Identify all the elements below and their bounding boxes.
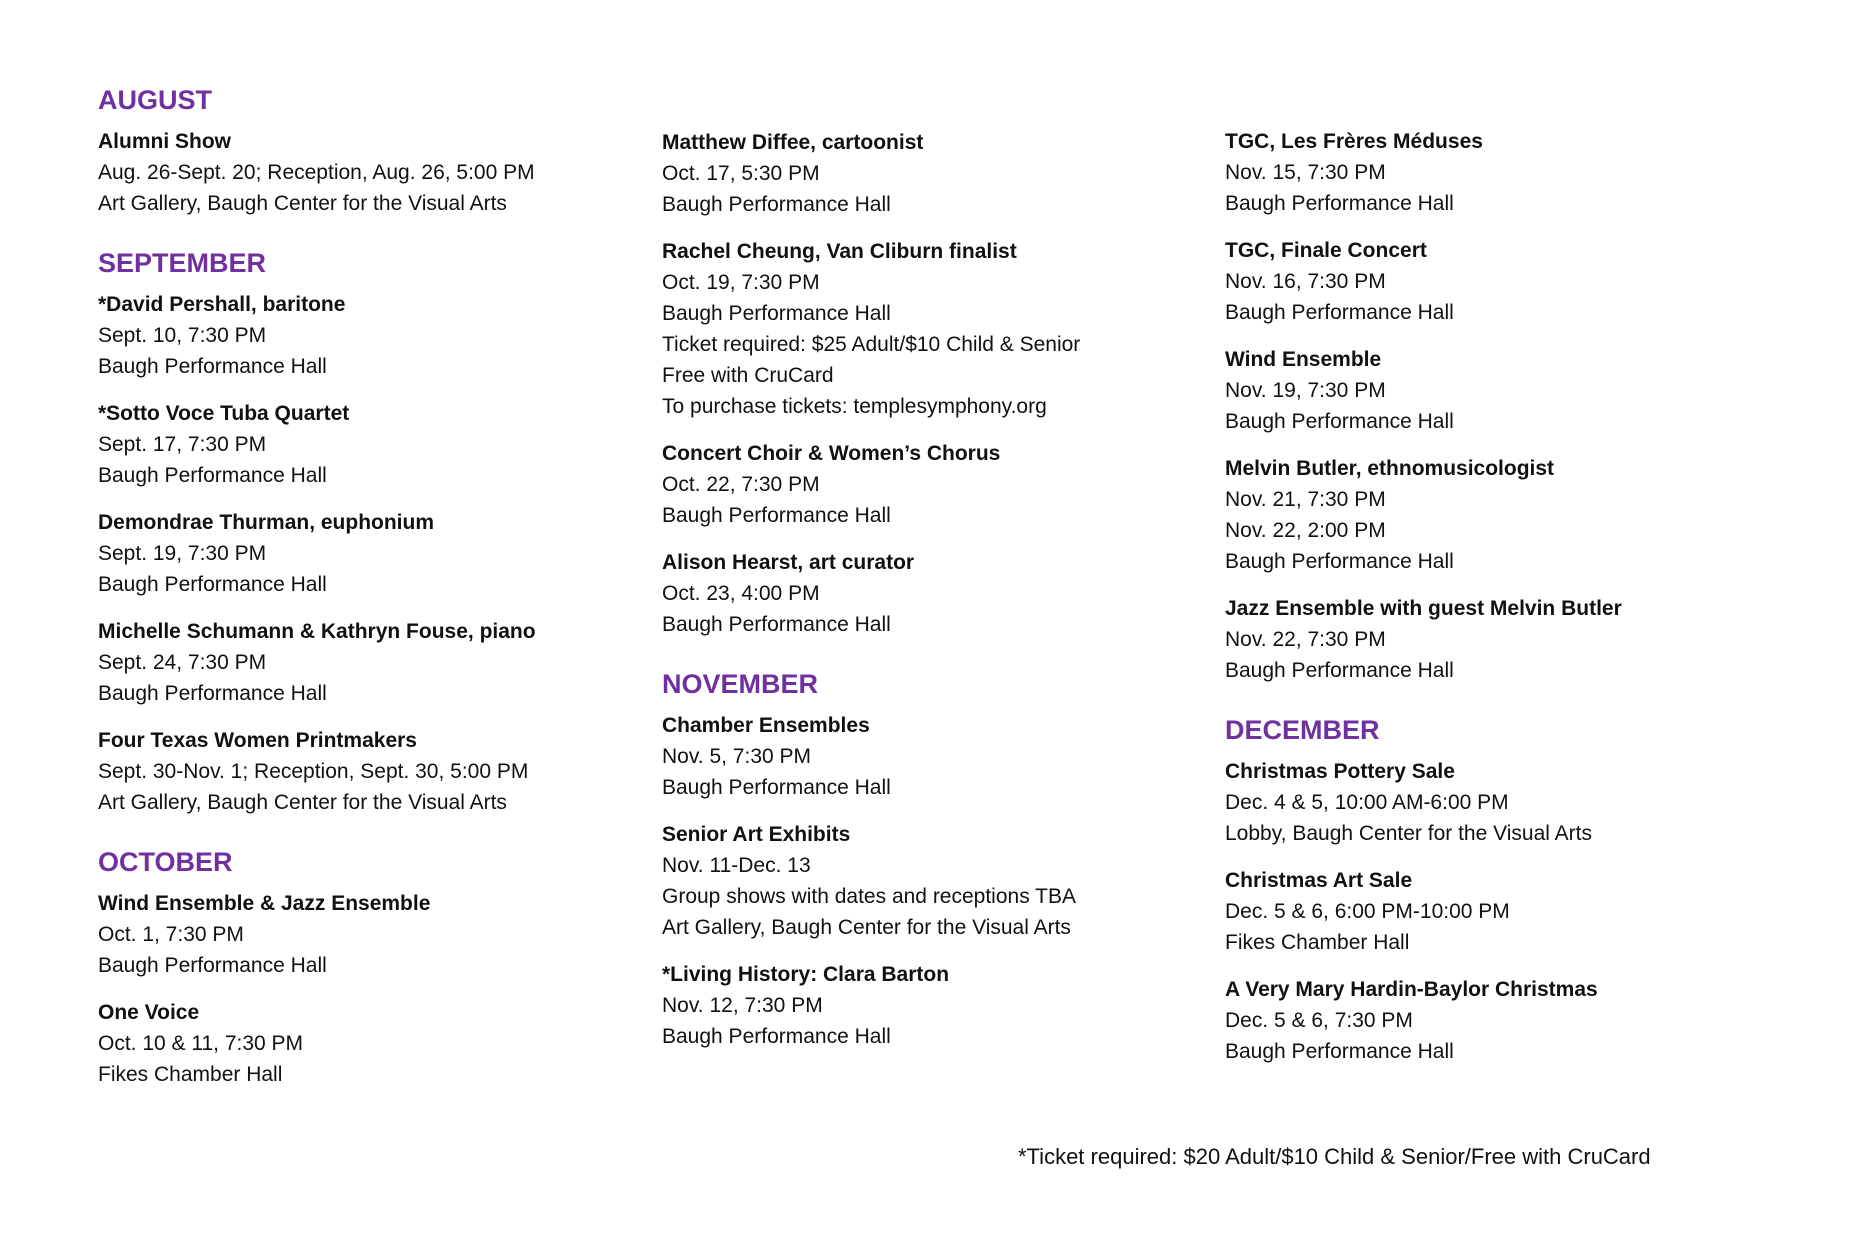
event-title: Christmas Pottery Sale: [1225, 760, 1455, 783]
event-detail: Nov. 22, 2:00 PM: [1225, 519, 1386, 542]
event-title: Jazz Ensemble with guest Melvin Butler: [1225, 597, 1622, 620]
event-title: *Sotto Voce Tuba Quartet: [98, 402, 350, 425]
event: [1225, 593, 1785, 686]
event: [98, 616, 658, 709]
event-detail: Baugh Performance Hall: [1225, 410, 1454, 433]
event-detail: Baugh Performance Hall: [1225, 1040, 1454, 1063]
event-detail: Oct. 10 & 11, 7:30 PM: [98, 1032, 304, 1055]
event-detail: Oct. 23, 4:00 PM: [662, 582, 820, 605]
event-title: TGC, Finale Concert: [1225, 239, 1427, 262]
column-2: [662, 127, 1222, 1068]
event-detail: Baugh Performance Hall: [1225, 659, 1454, 682]
event-detail: Nov. 19, 7:30 PM: [1225, 379, 1386, 402]
event-title: Christmas Art Sale: [1225, 869, 1413, 892]
event-detail: Baugh Performance Hall: [98, 464, 327, 487]
event-detail: Nov. 15, 7:30 PM: [1225, 161, 1386, 184]
event-title: Senior Art Exhibits: [662, 823, 851, 846]
event-title: One Voice: [98, 1001, 200, 1024]
event-detail: Oct. 17, 5:30 PM: [662, 162, 820, 185]
event-detail: Baugh Performance Hall: [98, 573, 327, 596]
event-detail: Baugh Performance Hall: [662, 504, 891, 527]
event-detail: Oct. 1, 7:30 PM: [98, 923, 244, 946]
event-detail: Nov. 11-Dec. 13: [662, 854, 811, 877]
event-detail: Sept. 24, 7:30 PM: [98, 651, 267, 674]
event-detail: Fikes Chamber Hall: [98, 1063, 283, 1086]
month-heading: NOVEMBER: [662, 669, 819, 699]
event-detail: Baugh Performance Hall: [662, 613, 891, 636]
event-detail: Nov. 22, 7:30 PM: [1225, 628, 1386, 651]
event-detail: To purchase tickets: templesymphony.org: [662, 395, 1047, 418]
event: [1225, 453, 1785, 577]
event: [98, 507, 658, 600]
event-detail: Baugh Performance Hall: [98, 954, 327, 977]
event-title: TGC, Les Frères Méduses: [1225, 130, 1483, 153]
event: [98, 725, 658, 818]
event-detail: Group shows with dates and receptions TBA: [662, 885, 1077, 908]
event-title: Alumni Show: [98, 130, 231, 153]
event-detail: Sept. 30-Nov. 1; Reception, Sept. 30, 5:00 PM: [98, 760, 529, 783]
event-title: A Very Mary Hardin-Baylor Christmas: [1225, 978, 1598, 1001]
event-detail: Sept. 10, 7:30 PM: [98, 324, 267, 347]
event-title: Matthew Diffee, cartoonist: [662, 131, 924, 154]
event: [1225, 344, 1785, 437]
event: [662, 438, 1222, 531]
event-title: Melvin Butler, ethnomusicologist: [1225, 457, 1555, 480]
event-detail: Ticket required: $25 Adult/$10 Child & Senior: [662, 333, 1081, 356]
event-detail: Art Gallery, Baugh Center for the Visual Arts: [662, 916, 1071, 939]
event: [1225, 126, 1785, 219]
event-detail: Fikes Chamber Hall: [1225, 931, 1410, 954]
event-title: Four Texas Women Printmakers: [98, 729, 417, 752]
event-title: Wind Ensemble & Jazz Ensemble: [98, 892, 431, 915]
event-title: *Living History: Clara Barton: [662, 963, 950, 986]
event-detail: Baugh Performance Hall: [98, 682, 327, 705]
event-detail: Free with CruCard: [662, 364, 834, 387]
event: [662, 236, 1222, 422]
event-detail: Art Gallery, Baugh Center for the Visual Arts: [98, 192, 507, 215]
event-title: Alison Hearst, art curator: [662, 551, 915, 574]
event-detail: Dec. 5 & 6, 7:30 PM: [1225, 1009, 1413, 1032]
event: [662, 819, 1222, 943]
event: [98, 398, 658, 491]
event: [1225, 865, 1785, 958]
event-detail: Baugh Performance Hall: [1225, 550, 1454, 573]
event-detail: Baugh Performance Hall: [1225, 301, 1454, 324]
event-detail: Dec. 5 & 6, 6:00 PM-10:00 PM: [1225, 900, 1510, 923]
event-detail: Baugh Performance Hall: [662, 193, 891, 216]
event: [1225, 974, 1785, 1067]
event: [1225, 756, 1785, 849]
event-detail: Baugh Performance Hall: [662, 302, 891, 325]
column-3: [1225, 126, 1785, 1083]
month-heading: DECEMBER: [1225, 715, 1380, 745]
event: [98, 888, 658, 981]
event-detail: Dec. 4 & 5, 10:00 AM-6:00 PM: [1225, 791, 1509, 814]
event-detail: Nov. 21, 7:30 PM: [1225, 488, 1386, 511]
event-detail: Sept. 19, 7:30 PM: [98, 542, 267, 565]
event: [662, 547, 1222, 640]
event-detail: Nov. 5, 7:30 PM: [662, 745, 812, 768]
event-title: Rachel Cheung, Van Cliburn finalist: [662, 240, 1017, 263]
event-detail: Art Gallery, Baugh Center for the Visual Arts: [98, 791, 507, 814]
event-title: Concert Choir & Women’s Chorus: [662, 442, 1001, 465]
ticket-footnote: *Ticket required: $20 Adult/$10 Child & Senior/Free with CruCard: [1018, 1144, 1651, 1169]
event-detail: Oct. 19, 7:30 PM: [662, 271, 820, 294]
event-title: *David Pershall, baritone: [98, 293, 346, 316]
event-detail: Nov. 16, 7:30 PM: [1225, 270, 1386, 293]
event: [1225, 235, 1785, 328]
event: [98, 126, 658, 219]
event-title: Michelle Schumann & Kathryn Fouse, piano: [98, 620, 536, 643]
month-heading: AUGUST: [98, 85, 212, 115]
event-detail: Baugh Performance Hall: [662, 1025, 891, 1048]
event: [662, 959, 1222, 1052]
event-title: Chamber Ensembles: [662, 714, 870, 737]
event-detail: Oct. 22, 7:30 PM: [662, 473, 820, 496]
event: [662, 127, 1222, 220]
event-detail: Baugh Performance Hall: [98, 355, 327, 378]
event-detail: Nov. 12, 7:30 PM: [662, 994, 823, 1017]
event: [98, 997, 658, 1090]
event: [98, 289, 658, 382]
event-detail: Lobby, Baugh Center for the Visual Arts: [1225, 822, 1592, 845]
event: [662, 710, 1222, 803]
event-title: Wind Ensemble: [1225, 348, 1382, 371]
month-heading: OCTOBER: [98, 847, 233, 877]
event-detail: Aug. 26-Sept. 20; Reception, Aug. 26, 5:00 PM: [98, 161, 535, 184]
event-detail: Sept. 17, 7:30 PM: [98, 433, 267, 456]
month-heading: SEPTEMBER: [98, 248, 267, 278]
event-detail: Baugh Performance Hall: [662, 776, 891, 799]
event-title: Demondrae Thurman, euphonium: [98, 511, 435, 534]
column-1: [98, 82, 658, 1106]
event-detail: Baugh Performance Hall: [1225, 192, 1454, 215]
